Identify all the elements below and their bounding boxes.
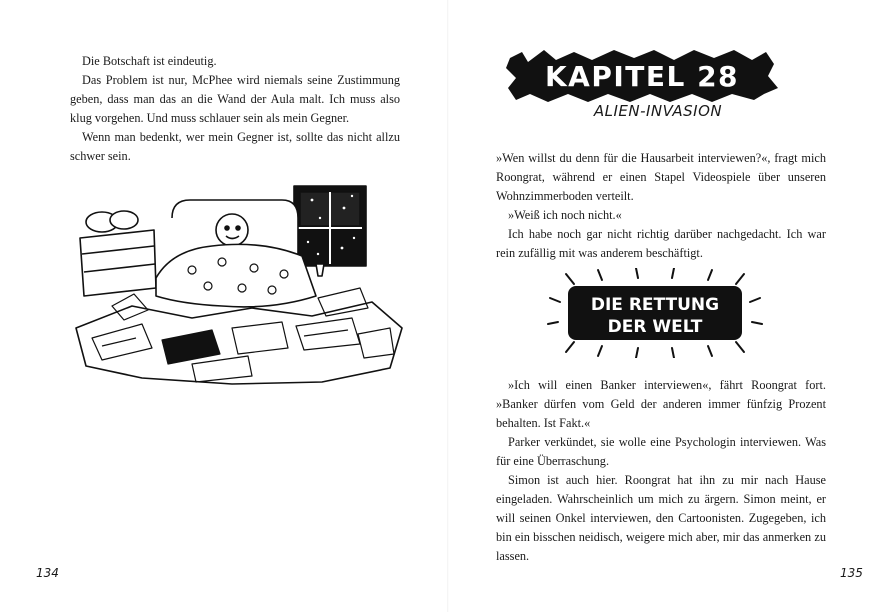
callout-line-1: DIE RETTUNG [590,295,720,315]
messy-bedroom-illustration [72,178,412,390]
callout-burst [546,268,764,358]
paragraph: »Weiß ich noch nicht.« [508,208,622,222]
right-page [448,0,896,612]
paragraph: Ich habe noch gar nicht richtig darüber nachgedacht. Ich war rein zufällig mit was anderem beschäftigt. [496,227,826,260]
paragraph: »Ich will einen Banker interviewen«, fährt Roongrat fort. »Banker dürfen vom Geld der anderen immer fünfzig Prozent behalten. Ist Fakt.« [496,378,826,430]
paragraph: Parker verkündet, sie wolle eine Psychologin interviewen. Was für eine Überraschung. [496,435,826,468]
chapter-title: KAPITEL 28 [544,60,740,93]
chapter-subtitle: ALIEN-INVASION [593,102,723,120]
chapter-banner [504,48,780,102]
paragraph: Die Botschaft ist eindeutig. [82,54,217,68]
paragraph: Wenn man bedenkt, wer mein Gegner ist, sollte das nicht allzu schwer sein. [70,130,400,163]
paragraph: Das Problem ist nur, McPhee wird niemals seine Zustimmung geben, dass man das an die Wand der Aula malt. Ich muss also klug vorgehen. Und muss schlauer sein als mein Gegner. [70,73,400,125]
paragraph: Simon ist auch hier. Roongrat hat ihn zu mir nach Hause eingeladen. Wahrscheinlich um mich zu ärgern. Simon meint, er will seinen Onkel interviewen, den Cartoonisten. Zugegeben, ich bin ein bisschen neidisch, weigere mich aber, mir das anmerken zu lassen. [496,473,826,563]
callout-line-2: DER WELT [607,317,703,337]
page-number: 135 [840,566,863,580]
paragraph: »Wen willst du denn für die Hausarbeit interviewen?«, fragt mich Roongrat, während er einen Stapel Videospiele über unseren Wohnzimmerboden verteilt. [496,151,826,203]
page-number: 134 [36,566,59,580]
